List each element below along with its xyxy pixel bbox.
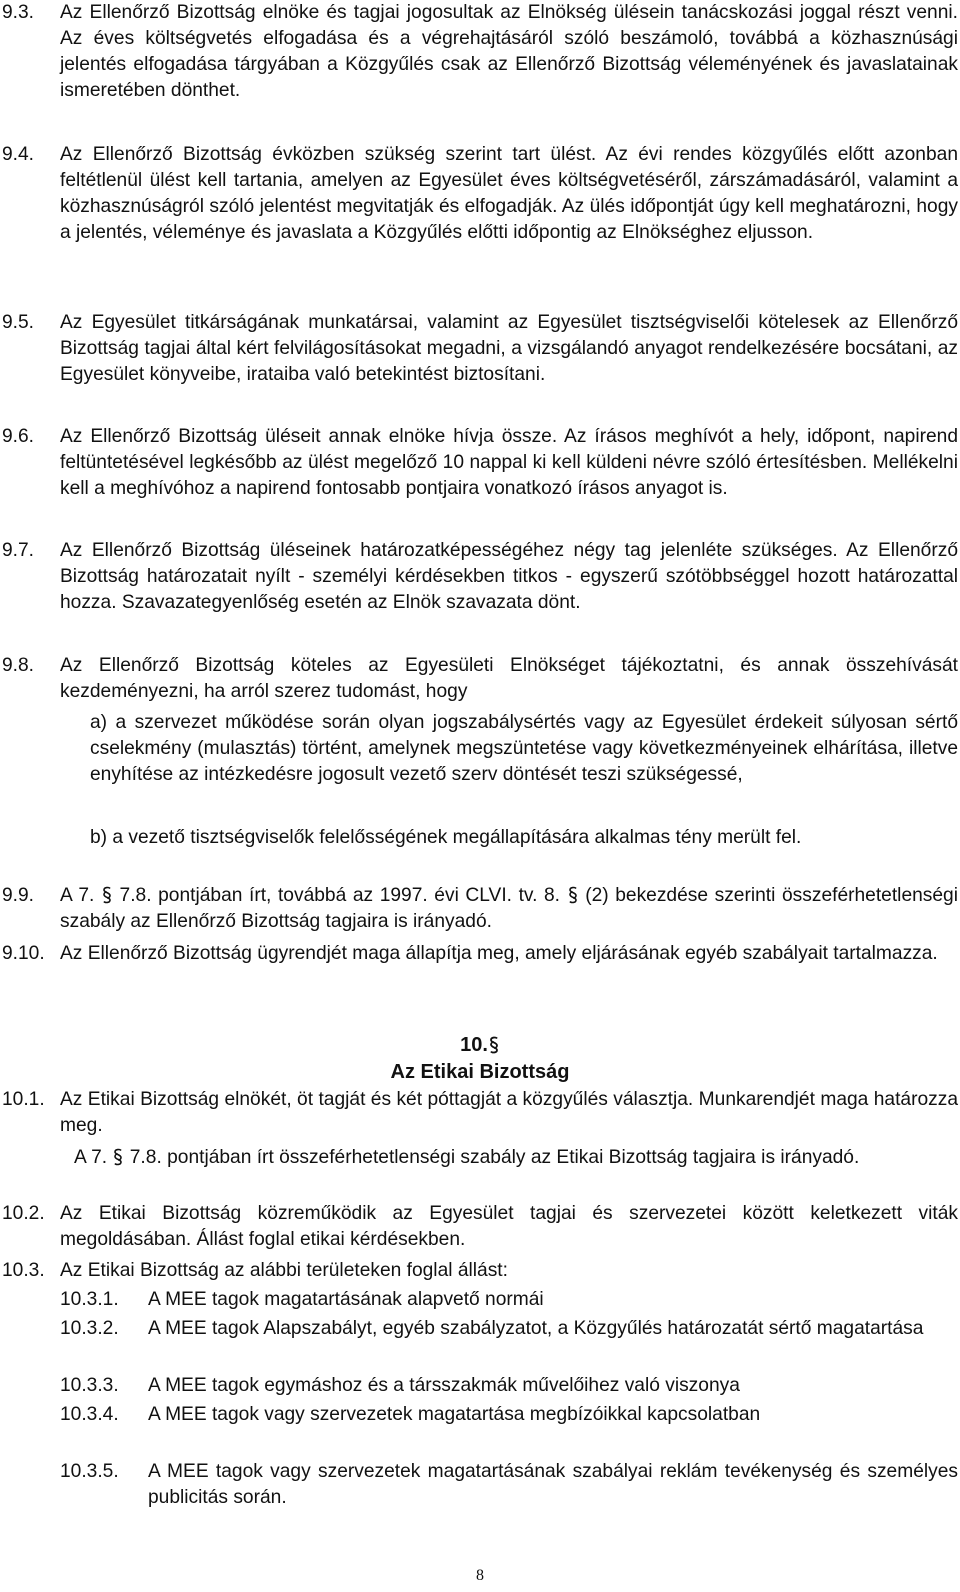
paragraph-9-9 [0, 883, 958, 935]
paragraph-9-7 [0, 538, 958, 616]
paragraph-text: Az Etikai Bizottság közreműködik az Egyesület tagjai és szervezetei között keletkezett viták megoldásában. Állást foglal etikai kérdésekben. [60, 1203, 958, 1250]
paragraph-number: 9.4. [2, 144, 35, 165]
paragraph-text [60, 883, 958, 935]
section-title: Az Etikai Bizottság [390, 1061, 570, 1083]
list-item-number: 10.3.5. [60, 1461, 119, 1482]
paragraph-number: 9.10. [2, 943, 45, 964]
paragraph-text: Az Ellenőrző Bizottság elnöke és tagjai jogosultak az Elnökség ülésein tanácskozási joggal részt venni. Az éves költségvetés elfogadása és a végrehajtásáról szóló beszámoló, továbbá a közhasznúsági jelentés elfogadása tárgyában a Közgyűlés csak az Ellenőrző Bizottság véleményének és javaslatainak ismeretében dönthet. [60, 2, 958, 101]
paragraph-number: 9.9. [2, 885, 35, 906]
paragraph-text: Az Etikai Bizottság az alábbi területeken foglal állást: [60, 1260, 508, 1281]
paragraph-number: 9.6. [2, 426, 35, 447]
section-number [0, 1032, 960, 1058]
paragraph-text: Az Ellenőrző Bizottság köteles az Egyesületi Elnökséget tájékoztatni, és annak összehívását kezdeményezni, ha arról szerez tudomást, hogy [60, 655, 958, 702]
list-item-text: A MEE tagok vagy szervezetek magatartása megbízóikkal kapcsolatban [148, 1404, 761, 1425]
paragraph-9-4 [0, 142, 958, 246]
list-item [0, 1373, 958, 1399]
paragraph-9-5 [0, 310, 958, 388]
section-sign-icon [112, 1148, 124, 1166]
paragraph-9-3 [0, 0, 958, 104]
paragraph-text: Az Ellenőrző Bizottság évközben szükség szerint tart ülést. Az évi rendes közgyűlés előtt azonban feltétlenül ülést kell tartania, amelyen az Egyesület éves költségvetéséről, zárszámadásáról, valamint a közhasznúságról szóló jelentést megvitatják és elfogadják. Az ülés időpontját úgy kell meghatározni, hogy a jelentés, véleménye és javaslata a Közgyűlés előtti időpontig az Elnökséghez eljusson. [60, 144, 958, 243]
paragraph-number: 9.7. [2, 540, 35, 561]
paragraph-9-8 [0, 653, 958, 705]
paragraph-number: 10.1. [2, 1089, 45, 1110]
paragraph-text: Az Ellenőrző Bizottság üléseit annak elnöke hívja össze. Az írásos meghívót a hely, időpont, napirend feltüntetésével legkésőbb az ülést megelőző 10 nappal ki kell küldeni névre szóló értesítésben. Mellékelni kell a meghívóhoz a napirend fontosabb pontjaira vonatkozó írásos anyagot is. [60, 426, 958, 499]
list-item-text: A MEE tagok Alapszabályt, egyéb szabályzatot, a Közgyűlés határozatát sértő magatartása [148, 1318, 924, 1339]
list-item [0, 1287, 958, 1313]
list-item-text: A MEE tagok egymáshoz és a társszakmák művelőihez való viszonya [148, 1375, 740, 1396]
paragraph-9-6 [0, 424, 958, 502]
paragraph-10-2 [0, 1201, 958, 1253]
sub-item-a: a) a szervezet működése során olyan jogszabálysértés vagy az Egyesület érdekeit súlyosan sértő cselekmény (mulasztás) történt, amelynek megszüntetése vagy következményeinek elhárítása, illetve enyhítése az intézkedésre jogosult vezető szerv döntését teszi szükségessé, [90, 712, 958, 785]
paragraph-10-1 [0, 1087, 958, 1139]
list-item [0, 1459, 958, 1511]
paragraph-number: 9.5. [2, 312, 35, 333]
sub-item-b: b) a vezető tisztségviselők felelősségének megállapítására alkalmas tény merült fel. [90, 827, 802, 848]
list-item-number: 10.3.3. [60, 1375, 119, 1396]
list-item-text: A MEE tagok vagy szervezetek magatartásának szabályai reklám tevékenység és személyes publicitás során. [148, 1461, 958, 1508]
list-item-number: 10.3.2. [60, 1318, 119, 1339]
paragraph-text: Az Ellenőrző Bizottság ügyrendjét maga állapítja meg, amely eljárásának egyéb szabályait tartalmazza. [60, 943, 938, 964]
list-item-number: 10.3.1. [60, 1289, 119, 1310]
paragraph-9-10 [0, 941, 958, 967]
text-part: (2) bekezdése szerinti összeférhetetlenségi szabály az Ellenőrző Bizottság tagjaira is irányadó. [60, 885, 958, 932]
paragraph-text: Az Etikai Bizottság elnökét, öt tagját és két póttagját a közgyűlés választja. Munkarendjét maga határozza meg. [60, 1089, 958, 1136]
list-item-text: A MEE tagok magatartásának alapvető normái [148, 1289, 544, 1310]
text-part: A 7. [74, 1147, 108, 1168]
text-part: A 7. [60, 885, 95, 906]
list-item [0, 1402, 958, 1428]
page-number: 8 [476, 1567, 484, 1584]
section-sign-icon [488, 1035, 500, 1053]
section-sign-icon [567, 886, 579, 904]
list-item [0, 1316, 958, 1342]
section-sign-icon [101, 886, 113, 904]
paragraph-text: Az Ellenőrző Bizottság üléseinek határozatképességéhez négy tag jelenléte szükséges. Az Ellenőrző Bizottság határozatait nyílt - személyi kérdésekben titkos - egyszerű szótöbbséggel hozott határozattal hozza. Szavazategyenlőség esetén az Elnök szavazata dönt. [60, 540, 958, 613]
paragraph-number: 9.3. [2, 2, 35, 23]
section-number-text: 10. [460, 1034, 488, 1056]
text-part: 7.8. pontjában írt összeférhetetlenségi szabály az Etikai Bizottság tagjaira is irányadó. [129, 1147, 860, 1168]
paragraph-number: 10.2. [2, 1203, 45, 1224]
paragraph-text: Az Egyesület titkárságának munkatársai, valamint az Egyesület tisztségviselői kötelesek az Ellenőrző Bizottság tagjai által kért felvilágosításokat megadni, a vizsgálandó anyagot rendelkezésére bocsátani, az Egyesület könyveibe, irataiba való betekintést biztosítani. [60, 312, 958, 385]
paragraph-number: 9.8. [2, 655, 35, 676]
text-part: 7.8. pontjában írt, továbbá az 1997. évi CLVI. tv. 8. [119, 885, 560, 906]
list-item-number: 10.3.4. [60, 1404, 119, 1425]
paragraph-10-1-note [74, 1145, 958, 1171]
paragraph-number: 10.3. [2, 1260, 45, 1281]
paragraph-10-3 [0, 1258, 958, 1284]
